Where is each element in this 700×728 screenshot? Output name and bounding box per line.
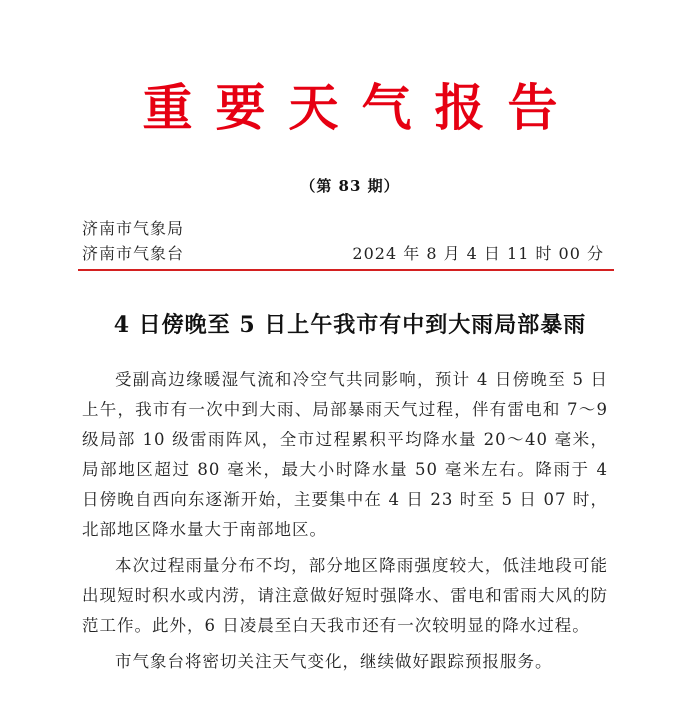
report-body	[82, 365, 608, 683]
paragraph-followup: 市气象台将密切关注天气变化，继续做好跟踪预报服务。	[115, 652, 553, 671]
report-masthead: 重要天气报告	[142, 78, 581, 137]
issued-time: 2024 年 8 月 4 日 11 时 00 分	[352, 244, 604, 263]
issuer-bureau: 济南市气象局	[82, 219, 185, 238]
red-divider	[78, 269, 614, 271]
paragraph-forecast: 受副高边缘暖湿气流和冷空气共同影响，预计 4 日傍晚至 5 日上午，我市有一次中到大雨、局部暴雨天气过程，伴有雷电和 7～9 级局部 10 级雷雨阵风，全市过程累积平均降水量 20～40 毫米，局部地区超过 80 毫米，最大小时降水量 50 毫米左右。降雨于 4 日傍晚自西向东逐渐开始，主要集中在 4 日 23 时至 5 日 07 时，北部地区降水量大于南部地区。	[82, 370, 608, 539]
issuer-observatory: 济南市气象台	[82, 244, 185, 263]
paragraph-warning: 本次过程雨量分布不均，部分地区降雨强度较大，低洼地段可能出现短时积水或内涝，请注意做好短时强降水、雷电和雷雨大风的防范工作。此外，6 日凌晨至白天我市还有一次较明显的降水过程。	[82, 556, 608, 635]
report-headline: 4 日傍晚至 5 日上午我市有中到大雨局部暴雨	[113, 312, 587, 338]
issue-number: （第 83 期）	[300, 177, 400, 195]
